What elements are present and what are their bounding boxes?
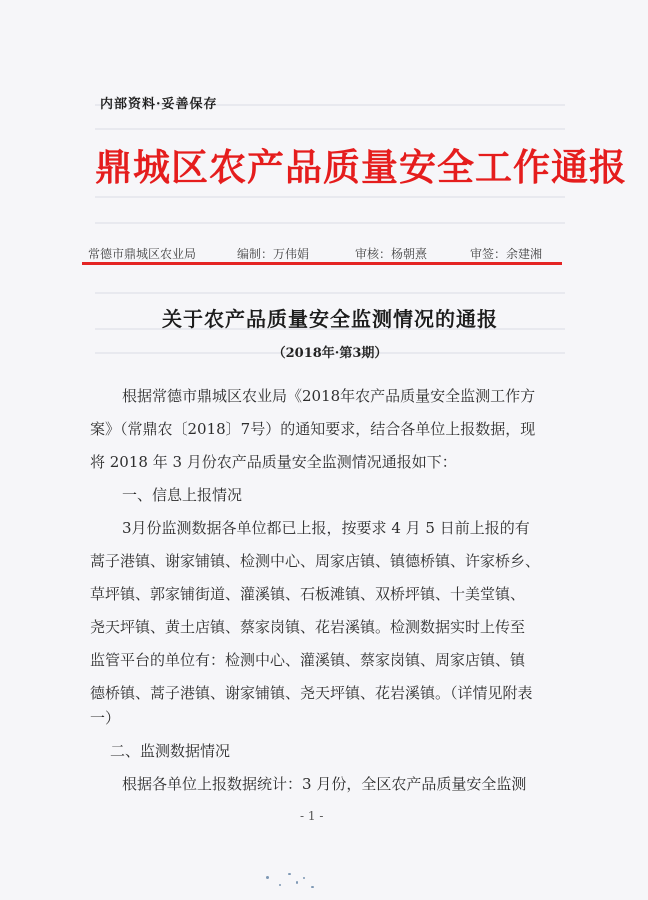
reviewer: 审核：杨朝熹 [355, 247, 428, 261]
body-line: 将 2018 年 3 月份农产品质量安全监测情况通报如下： [90, 453, 457, 471]
body-line: 3月份监测数据各单位都已上报，按要求 4 月 5 日前上报的有 [122, 519, 530, 537]
approver: 审签：余建湘 [470, 247, 543, 261]
scan-speck [279, 884, 281, 886]
header-divider [82, 262, 562, 265]
body-line: 一） [90, 709, 121, 727]
scan-speck [266, 876, 269, 879]
scan-speck [296, 881, 298, 884]
scan-speck [311, 886, 314, 888]
notice-title: 关于农产品质量安全监测情况的通报 [162, 307, 498, 331]
editor: 编制：万伟娟 [237, 247, 310, 261]
section-heading: 一、信息上报情况 [122, 486, 243, 504]
show-through-text [95, 128, 565, 130]
show-through-text [95, 292, 565, 294]
confidential-label: 内部资料·妥善保存 [100, 97, 218, 112]
body-line: 尧天坪镇、黄土店镇、蔡家岗镇、花岩溪镇。检测数据实时上传至 [90, 618, 526, 636]
show-through-text [95, 196, 565, 198]
issuer: 常德市鼎城区农业局 [88, 247, 197, 261]
issue-number: （2018年·第3期） [272, 346, 388, 361]
body-line: 监管平台的单位有：检测中心、灌溪镇、蔡家岗镇、周家店镇、镇 [90, 651, 526, 669]
body-line: 案》（常鼎农〔2018〕7号）的通知要求，结合各单位上报数据，现 [90, 420, 536, 438]
body-line: 根据常德市鼎城区农业局《2018年农产品质量安全监测工作方 [122, 387, 536, 405]
body-line: 根据各单位上报数据统计：3 月份，全区农产品质量安全监测 [122, 775, 527, 793]
scan-speck [288, 873, 291, 875]
show-through-text [95, 222, 565, 224]
masthead-title: 鼎城区农产品质量安全工作通报 [95, 145, 627, 189]
body-line: 草坪镇、郭家铺街道、灌溪镇、石板滩镇、双桥坪镇、十美堂镇、 [90, 585, 526, 603]
scan-speck [303, 877, 305, 879]
body-line: 德桥镇、蒿子港镇、谢家铺镇、尧天坪镇、花岩溪镇。（详情见附表 [90, 684, 533, 702]
page-number: - 1 - [300, 809, 324, 823]
section-heading: 二、监测数据情况 [110, 742, 231, 760]
body-line: 蒿子港镇、谢家铺镇、检测中心、周家店镇、镇德桥镇、许家桥乡、 [90, 552, 541, 570]
